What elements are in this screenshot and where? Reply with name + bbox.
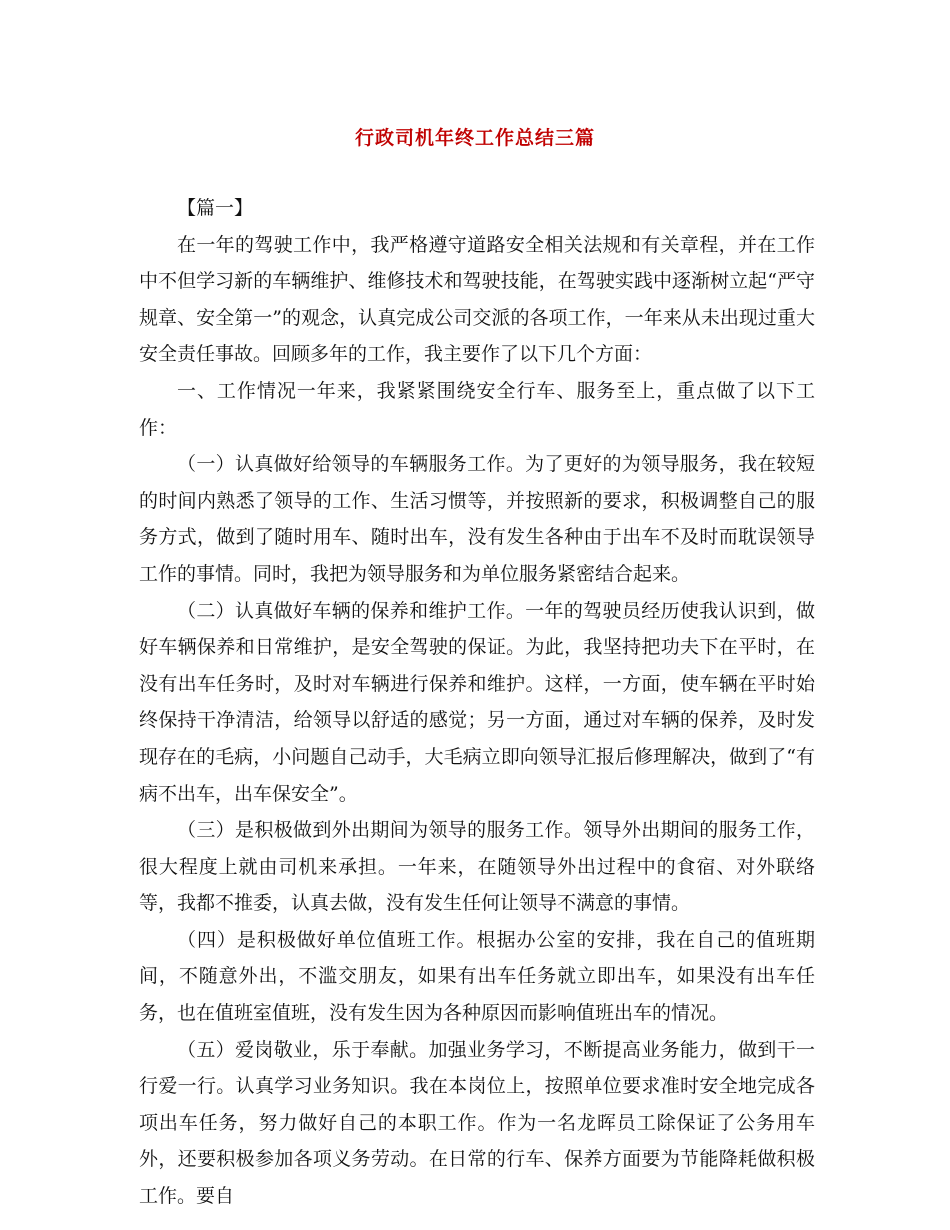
paragraph-item-2: （二）认真做好车辆的保养和维护工作。一年的驾驶员经历使我认识到，做好车辆保养和日常维护，是安全驾驶的保证。为此，我坚持把功夫下在平时，在没有出车任务时，及时对车辆进行保养和维护。这样，一方面，使车辆在平时始终保持干净清洁，给领导以舒适的感觉；另一方面，通过对车辆的保养，及时发现存在的毛病，小问题自己动手，大毛病立即向领导汇报后修理解决，做到了“有病不出车，出车保安全”。 (139, 599, 815, 805)
paragraph-item-1: （一）认真做好给领导的车辆服务工作。为了更好的为领导服务，我在较短的时间内熟悉了领导的工作、生活习惯等，并按照新的要求，积极调整自己的服务方式，做到了随时用车、随时出车，没有发生各种由于出车不及时而耽误领导工作的事情。同时，我把为领导服务和为单位服务紧密结合起来。 (139, 453, 815, 585)
document-body (139, 190, 815, 1215)
paragraph-item-3: （三）是积极做到外出期间为领导的服务工作。领导外出期间的服务工作，很大程度上就由司机来承担。一年来，在随领导外出过程中的食宿、对外联络等，我都不推委，认真去做，没有发生任何让领导不满意的事情。 (139, 819, 815, 915)
paragraph-item-4: （四）是积极做好单位值班工作。根据办公室的安排，我在自己的值班期间，不随意外出，不滥交朋友，如果有出车任务就立即出车，如果没有出车任务，也在值班室值班，没有发生因为各种原因而影响值班出车的情况。 (139, 928, 815, 1025)
paragraph-item-5: （五）爱岗敬业，乐于奉献。加强业务学习，不断提高业务能力，做到干一行爱一行。认真学习业务知识。我在本岗位上，按照单位要求准时安全地完成各项出车任务，努力做好自己的本职工作。作为一名龙晖员工除保证了公务用车外，还要积极参加各项义务劳动。在日常的行车、保养方面要为节能降耗做积极工作。要自 (139, 1038, 815, 1208)
paragraph-overview: 一、工作情况一年来，我紧紧围绕安全行车、服务至上，重点做了以下工作： (139, 379, 815, 439)
section-heading: 【篇一】 (177, 197, 254, 219)
paragraph-intro: 在一年的驾驶工作中，我严格遵守道路安全相关法规和有关章程，并在工作中不但学习新的车辆维护、维修技术和驾驶技能，在驾驶实践中逐渐树立起“严守规章、安全第一”的观念，认真完成公司交派的各项工作，一年来从未出现过重大安全责任事故。回顾多年的工作，我主要作了以下几个方面： (139, 233, 815, 366)
document-title: 行政司机年终工作总结三篇 (354, 127, 595, 149)
